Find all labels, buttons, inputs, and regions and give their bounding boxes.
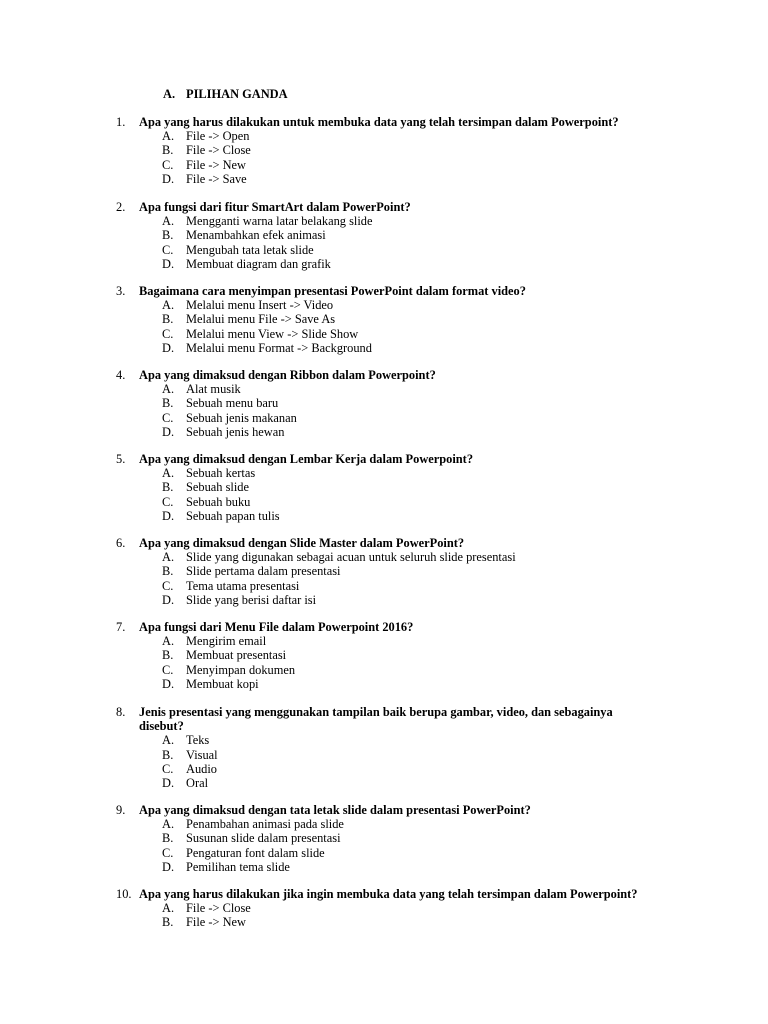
option-letter: B. bbox=[162, 915, 174, 930]
option-item bbox=[0, 915, 768, 929]
option-letter: B. bbox=[162, 564, 174, 579]
option-letter: C. bbox=[162, 157, 174, 172]
option-item bbox=[0, 298, 768, 312]
option-list bbox=[0, 901, 768, 929]
option-item bbox=[0, 634, 768, 648]
option-text: Sebuah buku bbox=[186, 494, 251, 509]
option-letter: B. bbox=[162, 648, 174, 663]
option-item bbox=[0, 663, 768, 677]
option-letter: A. bbox=[162, 817, 175, 832]
option-letter: D. bbox=[162, 424, 175, 439]
option-text: Sebuah slide bbox=[186, 480, 249, 495]
option-list bbox=[0, 634, 768, 691]
option-text: Sebuah menu baru bbox=[186, 396, 279, 411]
option-item bbox=[0, 579, 768, 593]
option-letter: A. bbox=[162, 298, 175, 313]
option-letter: A. bbox=[162, 634, 175, 649]
option-letter: C. bbox=[162, 494, 174, 509]
question-text: Apa fungsi dari Menu File dalam Powerpoint 2016? bbox=[139, 620, 414, 634]
option-text: Alat musik bbox=[186, 382, 241, 397]
question-item bbox=[0, 200, 768, 271]
option-text: Teks bbox=[186, 733, 210, 748]
option-item bbox=[0, 860, 768, 874]
option-item bbox=[0, 495, 768, 509]
question-text: Apa yang dimaksud dengan Ribbon dalam Powerpoint? bbox=[139, 368, 436, 382]
question-number: 6. bbox=[116, 536, 126, 550]
option-text: Slide yang digunakan sebagai acuan untuk seluruh slide presentasi bbox=[186, 550, 516, 565]
option-letter: B. bbox=[162, 831, 174, 846]
option-letter: B. bbox=[162, 228, 174, 243]
option-list bbox=[0, 466, 768, 523]
option-item bbox=[0, 593, 768, 607]
option-item bbox=[0, 143, 768, 157]
question-text: Apa fungsi dari fitur SmartArt dalam PowerPoint? bbox=[139, 200, 411, 214]
question-number: 2. bbox=[116, 200, 126, 214]
question-number: 5. bbox=[116, 452, 126, 466]
option-text: Membuat kopi bbox=[186, 676, 259, 691]
option-letter: A. bbox=[162, 550, 175, 565]
option-item bbox=[0, 312, 768, 326]
question-item bbox=[0, 803, 768, 874]
question-number: 9. bbox=[116, 803, 126, 817]
option-letter: D. bbox=[162, 859, 175, 874]
option-item bbox=[0, 509, 768, 523]
option-item bbox=[0, 341, 768, 355]
option-text: Slide pertama dalam presentasi bbox=[186, 564, 341, 579]
option-letter: D. bbox=[162, 592, 175, 607]
option-letter: D. bbox=[162, 775, 175, 790]
option-item bbox=[0, 748, 768, 762]
option-letter: A. bbox=[162, 214, 175, 229]
option-item bbox=[0, 846, 768, 860]
option-letter: A. bbox=[162, 129, 175, 144]
option-text: Membuat diagram dan grafik bbox=[186, 256, 331, 271]
option-letter: C. bbox=[162, 761, 174, 776]
option-text: Sebuah kertas bbox=[186, 466, 256, 481]
option-text: Susunan slide dalam presentasi bbox=[186, 831, 341, 846]
option-item bbox=[0, 172, 768, 186]
option-letter: C. bbox=[162, 242, 174, 257]
option-text: Melalui menu View -> Slide Show bbox=[186, 326, 359, 341]
option-item bbox=[0, 677, 768, 691]
option-letter: D. bbox=[162, 171, 175, 186]
option-letter: B. bbox=[162, 747, 174, 762]
option-item bbox=[0, 327, 768, 341]
option-item bbox=[0, 762, 768, 776]
option-letter: C. bbox=[162, 662, 174, 677]
option-text: File -> Open bbox=[186, 129, 250, 144]
option-item bbox=[0, 776, 768, 790]
option-list bbox=[0, 733, 768, 790]
option-letter: A. bbox=[162, 382, 175, 397]
question-number: 7. bbox=[116, 620, 126, 634]
question-text: Jenis presentasi yang menggunakan tampilan baik berupa gambar, video, dan sebagainya disebut? bbox=[139, 705, 613, 734]
option-text: Mengirim email bbox=[186, 634, 267, 649]
option-letter: C. bbox=[162, 326, 174, 341]
option-text: File -> Save bbox=[186, 171, 247, 186]
option-text: Membuat presentasi bbox=[186, 648, 287, 663]
option-letter: D. bbox=[162, 340, 175, 355]
option-text: Slide yang berisi daftar isi bbox=[186, 592, 317, 607]
option-item bbox=[0, 129, 768, 143]
option-letter: C. bbox=[162, 410, 174, 425]
question-text: Apa yang dimaksud dengan Slide Master dalam PowerPoint? bbox=[139, 536, 465, 550]
question-item bbox=[0, 115, 768, 186]
option-letter: A. bbox=[162, 901, 175, 916]
option-text: Sebuah papan tulis bbox=[186, 508, 280, 523]
option-letter: B. bbox=[162, 480, 174, 495]
option-text: Audio bbox=[186, 761, 217, 776]
question-text: Apa yang dimaksud dengan tata letak slide dalam presentasi PowerPoint? bbox=[139, 803, 531, 817]
question-number: 4. bbox=[116, 368, 126, 382]
question-text: Bagaimana cara menyimpan presentasi PowerPoint dalam format video? bbox=[139, 284, 526, 298]
question-text: Apa yang harus dilakukan untuk membuka data yang telah tersimpan dalam Powerpoint? bbox=[139, 115, 619, 129]
option-item bbox=[0, 382, 768, 396]
option-item bbox=[0, 228, 768, 242]
option-item bbox=[0, 411, 768, 425]
option-list bbox=[0, 214, 768, 271]
question-item bbox=[0, 368, 768, 439]
option-letter: B. bbox=[162, 143, 174, 158]
option-item bbox=[0, 243, 768, 257]
section-letter: A. bbox=[163, 87, 176, 101]
option-text: Menyimpan dokumen bbox=[186, 662, 296, 677]
option-letter: A. bbox=[162, 733, 175, 748]
option-item bbox=[0, 831, 768, 845]
question-text: Apa yang harus dilakukan jika ingin membuka data yang telah tersimpan dalam Powerpoint? bbox=[139, 887, 638, 901]
option-list bbox=[0, 382, 768, 439]
option-item bbox=[0, 648, 768, 662]
option-item bbox=[0, 466, 768, 480]
option-text: Mengganti warna latar belakang slide bbox=[186, 214, 373, 229]
question-item bbox=[0, 620, 768, 691]
option-list bbox=[0, 550, 768, 607]
question-number: 10. bbox=[116, 887, 132, 901]
option-text: Melalui menu Format -> Background bbox=[186, 340, 372, 355]
question-item bbox=[0, 705, 768, 790]
option-letter: A. bbox=[162, 466, 175, 481]
option-text: Menambahkan efek animasi bbox=[186, 228, 326, 243]
question-number: 8. bbox=[116, 705, 126, 719]
question-text: Apa yang dimaksud dengan Lembar Kerja dalam Powerpoint? bbox=[139, 452, 474, 466]
question-item bbox=[0, 887, 768, 930]
option-item bbox=[0, 733, 768, 747]
option-text: Mengubah tata letak slide bbox=[186, 242, 314, 257]
option-item bbox=[0, 158, 768, 172]
option-letter: C. bbox=[162, 578, 174, 593]
option-letter: D. bbox=[162, 508, 175, 523]
option-list bbox=[0, 817, 768, 874]
section-title: PILIHAN GANDA bbox=[186, 87, 288, 101]
section-heading bbox=[163, 86, 288, 102]
option-text: Visual bbox=[186, 747, 218, 762]
option-item bbox=[0, 257, 768, 271]
option-text: Tema utama presentasi bbox=[186, 578, 300, 593]
option-text: Pemilihan tema slide bbox=[186, 859, 290, 874]
option-text: Sebuah jenis makanan bbox=[186, 410, 297, 425]
option-item bbox=[0, 817, 768, 831]
option-text: Penambahan animasi pada slide bbox=[186, 817, 344, 832]
option-text: File -> Close bbox=[186, 901, 251, 916]
question-number: 1. bbox=[116, 115, 126, 129]
option-item bbox=[0, 214, 768, 228]
option-text: Oral bbox=[186, 775, 209, 790]
option-item bbox=[0, 564, 768, 578]
option-text: File -> New bbox=[186, 915, 246, 930]
option-item bbox=[0, 480, 768, 494]
option-text: Melalui menu File -> Save As bbox=[186, 312, 336, 327]
option-item bbox=[0, 550, 768, 564]
option-text: Pengaturan font dalam slide bbox=[186, 845, 325, 860]
question-item bbox=[0, 452, 768, 523]
option-item bbox=[0, 901, 768, 915]
option-list bbox=[0, 129, 768, 186]
option-text: Sebuah jenis hewan bbox=[186, 424, 285, 439]
question-item bbox=[0, 536, 768, 607]
option-letter: B. bbox=[162, 312, 174, 327]
option-letter: D. bbox=[162, 676, 175, 691]
question-number: 3. bbox=[116, 284, 126, 298]
option-item bbox=[0, 425, 768, 439]
option-list bbox=[0, 298, 768, 355]
option-letter: B. bbox=[162, 396, 174, 411]
option-text: File -> Close bbox=[186, 143, 251, 158]
option-text: Melalui menu Insert -> Video bbox=[186, 298, 334, 313]
option-letter: C. bbox=[162, 845, 174, 860]
question-item bbox=[0, 284, 768, 355]
option-text: File -> New bbox=[186, 157, 246, 172]
option-item bbox=[0, 396, 768, 410]
option-letter: D. bbox=[162, 256, 175, 271]
